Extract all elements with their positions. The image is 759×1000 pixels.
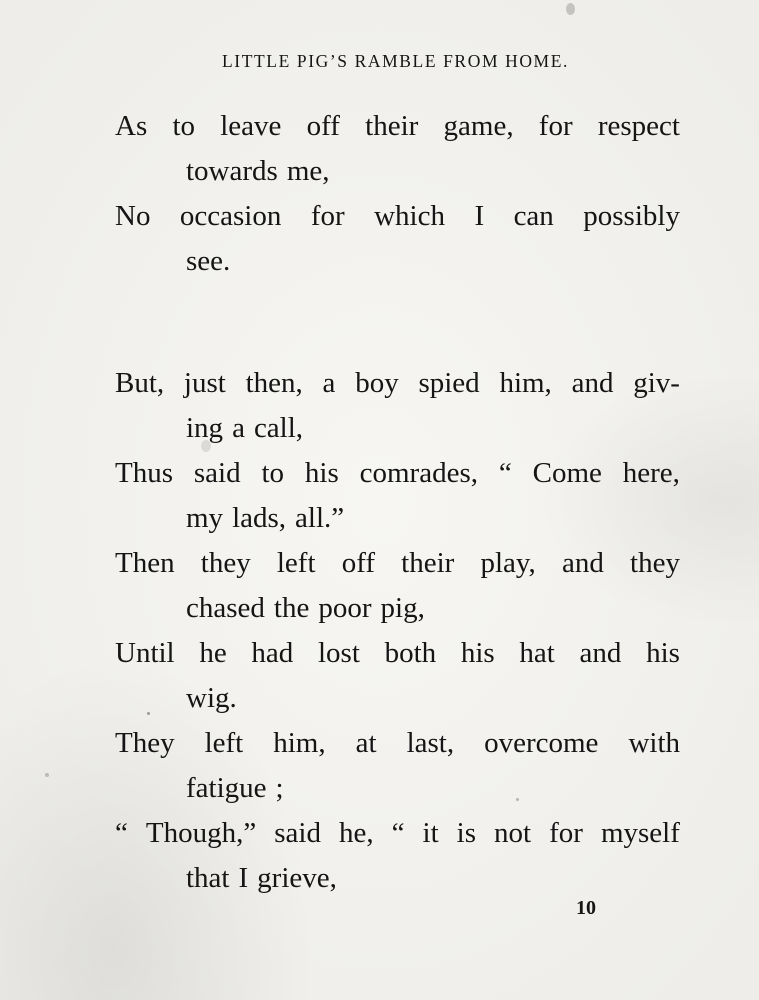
verse-line — [115, 631, 680, 676]
verse-word: had — [251, 637, 294, 669]
verse-word: Thus — [115, 457, 173, 489]
verse-word: overcome — [484, 727, 599, 759]
verse-word: his — [304, 457, 339, 489]
verse-word: But, — [115, 367, 165, 399]
verse-word: lost — [317, 637, 360, 669]
verse-word: that — [186, 862, 230, 894]
verse-word: not — [494, 817, 532, 849]
verse-line — [115, 361, 680, 406]
verse-word: I — [238, 862, 249, 894]
verse-word: possibly — [583, 200, 680, 232]
verse-word: which — [374, 200, 445, 232]
verse-word: can — [513, 200, 554, 232]
stanza-2 — [115, 361, 680, 901]
verse-line-continuation — [115, 586, 680, 631]
verse-word: his — [646, 637, 680, 669]
verse-word: their — [365, 110, 419, 142]
verse-word: pig, — [380, 592, 425, 624]
verse-word: They — [115, 727, 175, 759]
verse-word: me, — [286, 155, 330, 187]
verse-word: last, — [406, 727, 455, 759]
verse-word: and — [579, 637, 622, 669]
running-header-title: LITTLE PIG’S RAMBLE FROM HOME. — [222, 51, 569, 71]
verse-word: “ — [498, 457, 512, 489]
verse-line — [115, 451, 680, 496]
verse-word: him, — [273, 727, 326, 759]
verse-word: it — [422, 817, 439, 849]
verse-word: off — [306, 110, 340, 142]
ink-speck — [201, 440, 211, 452]
verse-word: for — [310, 200, 345, 232]
stanza-1 — [115, 104, 680, 284]
verse-line-continuation — [115, 149, 680, 194]
verse-word: “ — [391, 817, 405, 849]
verse-word: here, — [622, 457, 680, 489]
verse-word: left — [276, 547, 316, 579]
verse-word: his — [460, 637, 495, 669]
verse-word: see. — [186, 245, 231, 277]
verse-word: said — [193, 457, 241, 489]
verse-word: at — [355, 727, 377, 759]
verse-word: play, — [480, 547, 536, 579]
verse-line — [115, 194, 680, 239]
verse-word: and — [561, 547, 604, 579]
verse-line-continuation — [115, 239, 680, 284]
verse-word: said — [274, 817, 321, 849]
verse-word: their — [401, 547, 455, 579]
verse-word: and — [571, 367, 614, 399]
verse-line — [115, 811, 680, 856]
verse-line — [115, 721, 680, 766]
verse-word: Then — [115, 547, 175, 579]
verse-word: giv- — [633, 367, 680, 399]
verse-word: towards — [186, 155, 278, 187]
verse-word: a — [322, 367, 336, 399]
verse-word: just — [183, 367, 226, 399]
verse-word: for — [538, 110, 573, 142]
verse-word: he — [199, 637, 227, 669]
verse-word: “ — [115, 817, 128, 849]
verse-word: ; — [275, 772, 284, 804]
verse-word: spied — [418, 367, 480, 399]
verse-word: both — [384, 637, 437, 669]
verse-word: call, — [253, 412, 304, 444]
verse-line-continuation — [115, 766, 680, 811]
verse-line-continuation — [115, 856, 680, 901]
verse-word: lads, — [232, 502, 287, 534]
verse-word: wig. — [186, 682, 237, 714]
verse-word: occasion — [179, 200, 282, 232]
verse-word: poor — [318, 592, 372, 624]
page-number: 10 — [576, 897, 596, 919]
verse-word: game, — [443, 110, 514, 142]
verse-word: he, — [338, 817, 374, 849]
verse-word: to — [172, 110, 196, 142]
verse-word: As — [115, 110, 148, 142]
verse-word: ing — [186, 412, 224, 444]
verse-word: I — [474, 200, 485, 232]
verse-word: my — [186, 502, 224, 534]
verse-word: boy — [355, 367, 399, 399]
verse-word: to — [261, 457, 285, 489]
verse-word: left — [204, 727, 244, 759]
verse-word: is — [456, 817, 476, 849]
verse-line-continuation — [115, 676, 680, 721]
verse-word: the — [273, 592, 310, 624]
verse-word: respect — [597, 110, 680, 142]
verse-word: hat — [519, 637, 555, 669]
verse-word: comrades, — [359, 457, 478, 489]
verse-word: Until — [115, 637, 175, 669]
verse-word: for — [549, 817, 583, 849]
verse-word: grieve, — [257, 862, 337, 894]
verse-line-continuation — [115, 406, 680, 451]
verse-word: leave — [220, 110, 282, 142]
ink-speck — [566, 3, 575, 15]
verse-word: him, — [499, 367, 552, 399]
verse-line-continuation — [115, 496, 680, 541]
verse-word: No — [115, 200, 151, 232]
verse-word: fatigue — [186, 772, 267, 804]
verse-word: off — [341, 547, 375, 579]
verse-line — [115, 104, 680, 149]
verse-word: they — [200, 547, 251, 579]
verse-word: myself — [600, 817, 680, 849]
verse-word: Though,” — [145, 817, 257, 849]
ink-speck — [516, 798, 519, 801]
verse-word: with — [628, 727, 680, 759]
verse-line — [115, 541, 680, 586]
verse-word: chased — [186, 592, 265, 624]
verse-word: all.” — [295, 502, 345, 534]
verse-word: then, — [245, 367, 303, 399]
ink-speck — [147, 712, 150, 715]
verse-word: a — [232, 412, 245, 444]
ink-speck — [45, 773, 49, 777]
verse-word: Come — [532, 457, 602, 489]
verse-word: they — [630, 547, 680, 579]
running-header — [0, 51, 759, 72]
